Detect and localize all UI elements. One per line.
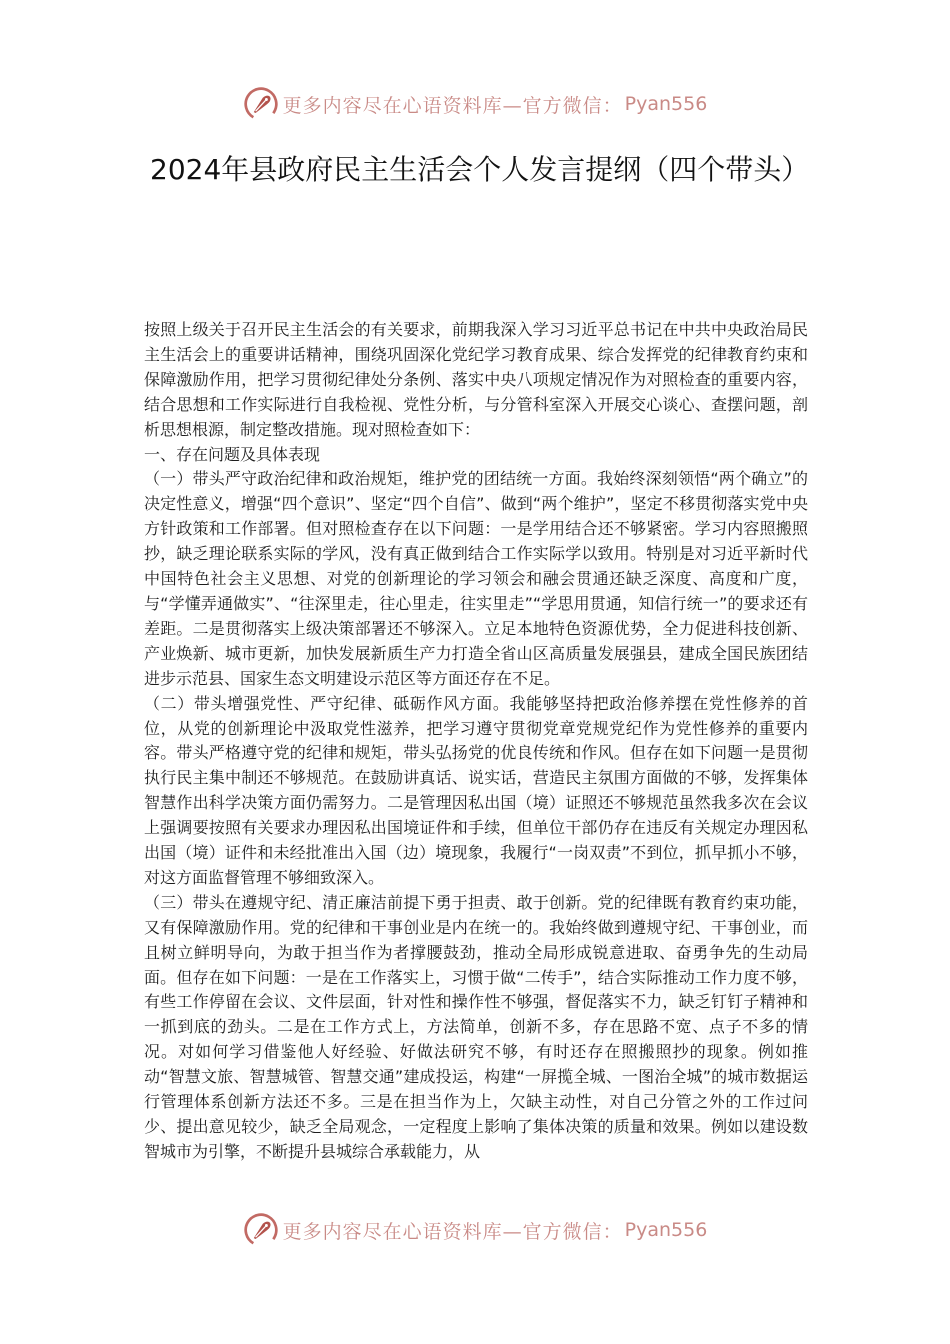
pen-nib-logo-icon (243, 86, 279, 122)
pen-nib-logo-icon (243, 1212, 279, 1248)
watermark-footer (0, 1208, 950, 1252)
section-paragraph-3: （三）带头在遵规守纪、清正廉洁前提下勇于担责、敢于创新。党的纪律既有教育约束功能，又有保障激励作用。党的纪律和干事创业是内在统一的。我始终做到遵规守纪、干事创业，而且树立鲜明导向，为敢于担当作为者撑腰鼓劲，推动全局形成锐意进取、奋勇争先的生动局面。但存在如下问题：一是在工作落实上，习惯于做“二传手”，结合实际推动工作力度不够，有些工作停留在会议、文件层面，针对性和操作性不够强，督促落实不力，缺乏钉钉子精神和一抓到底的劲头。二是在工作方式上，方法简单，创新不多，存在思路不宽、点子不多的情况。对如何学习借鉴他人好经验、好做法研究不够，有时还存在照搬照抄的现象。例如推动“智慧文旅、智慧城管、智慧交通”建成投运，构建“一屏揽全城、一图治全城”的城市数据运行管理体系创新方法还不多。三是在担当作为上，欠缺主动性，对自己分管之外的工作过问少、提出意见较少，缺乏全局观念，一定程度上影响了集体决策的质量和效果。例如以建设数智城市为引擎，不断提升县城综合承载能力，从 (144, 892, 808, 1161)
section-paragraph-1: （一）带头严守政治纪律和政治规矩，维护党的团结统一方面。我始终深刻领悟“两个确立”的决定性意义，增强“四个意识”、坚定“四个自信”、做到“两个维护”，坚定不移贯彻落实党中央方针政策和工作部署。但对照检查存在以下问题：一是学用结合还不够紧密。学习内容照搬照抄，缺乏理论联系实际的学风，没有真正做到结合工作实际学以致用。特别是对习近平新时代中国特色社会主义思想、对党的创新理论的学习领会和融会贯通还缺乏深度、高度和广度，与“学懂弄通做实”、“往深里走，往心里走，往实里走”“学思用贯通，知信行统一”的要求还有差距。二是贯彻落实上级决策部署还不够深入。立足本地特色资源优势，全力促进科技创新、产业焕新、城市更新，加快发展新质生产力打造全省山区高质量发展强县，建成全国民族团结进步示范县、国家生态文明建设示范区等方面还存在不足。 (144, 469, 808, 688)
watermark-header (0, 82, 950, 126)
document-body (144, 318, 808, 1165)
section-paragraph-2: （二）带头增强党性、严守纪律、砥砺作风方面。我能够坚持把政治修养摆在党性修养的首位，从党的创新理论中汲取党性滋养，把学习遵守贯彻党章党规党纪作为党性修养的重要内容。带头严格遵守党的纪律和规矩，带头弘扬党的优良传统和作风。但存在如下问题一是贯彻执行民主集中制还不够规范。在鼓励讲真话、说实话，营造民主氛围方面做的不够，发挥集体智慧作出科学决策方面仍需努力。二是管理因私出国（境）证照还不够规范虽然我多次在会议上强调要按照有关要求办理因私出国境证件和手续，但单位干部仍存在违反有关规定办理因私出国（境）证件和未经批准出入国（边）境现象，我履行“一岗双责”不到位，抓早抓小不够，对这方面监督管理不够细致深入。 (144, 693, 808, 887)
intro-paragraph: 按照上级关于召开民主生活会的有关要求，前期我深入学习习近平总书记在中共中央政治局民主生活会上的重要讲话精神，围绕巩固深化党纪学习教育成果、综合发挥党的纪律教育约束和保障激励作用，把学习贯彻纪律处分条例、落实中央八项规定情况作为对照检查的重要内容，结合思想和工作实际进行自我检视、党性分析，与分管科室深入开展交心谈心、查摆问题，剖析思想根源，制定整改措施。现对照检查如下： (144, 320, 808, 439)
watermark-text: 更多内容尽在心语资料库—官方微信： (282, 1220, 623, 1243)
watermark-wechat-id: Pyan556 (624, 1219, 708, 1241)
document-title: 2024年县政府民主生活会个人发言提纲（四个带头） (150, 153, 810, 186)
watermark-wechat-id: Pyan556 (624, 93, 708, 115)
watermark-text: 更多内容尽在心语资料库—官方微信： (282, 94, 623, 117)
section-heading: 一、存在问题及具体表现 (144, 444, 321, 464)
